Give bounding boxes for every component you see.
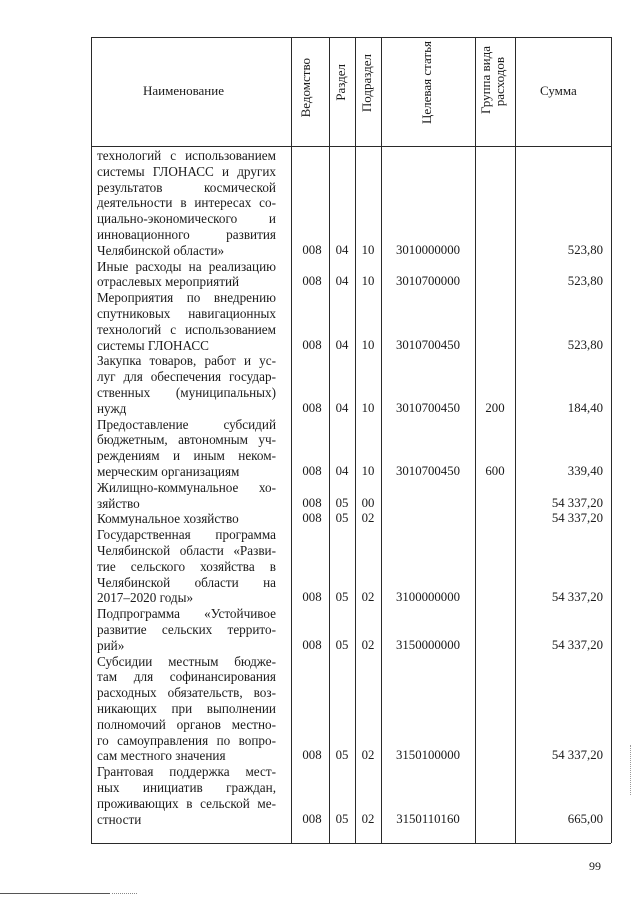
gruppa-cell: 600 [485,463,505,478]
row-name [97,654,276,765]
celevaya-statya-cell: 3150100000 [396,748,460,763]
column-border [91,37,92,843]
razdel-cell: 04 [335,400,349,415]
row-name [97,259,276,291]
gruppa-cell: 200 [485,400,505,415]
vedomstvo-cell: 008 [302,400,322,415]
row-name [97,606,276,653]
row-name-line: технологий с использованием [97,321,276,337]
row-name [97,417,276,480]
row-name-line: стности [97,811,142,827]
row-name-line: развитие сельских террито- [97,621,276,637]
row-name-line: деятельности в интересах со- [97,195,276,211]
row-name-line: Закупка товаров, работ и ус- [97,353,276,369]
razdel-cell: 05 [335,495,349,510]
row-name-line: Государственная программа [97,527,276,543]
summa-cell: 523,80 [567,242,603,257]
vedomstvo-cell: 008 [302,811,322,826]
row-name-line: Челябинской области «Разви- [97,542,276,558]
celevaya-statya-cell: 3010700450 [396,400,460,415]
podrazdel-cell: 00 [361,495,375,510]
row-name [97,764,276,827]
header-gruppa-line1: Группа вида [478,46,493,114]
podrazdel-cell: 02 [361,511,375,526]
row-name-line: 2017–2020 годы» [97,590,194,606]
row-name-line: Челябинской области на [97,574,276,590]
row-name-line: результатов космической [97,179,276,195]
summa-cell: 54 337,20 [551,748,603,763]
row-name-line: никающих при выполнении [97,700,276,716]
row-name-line: технологий с использованием [97,148,276,163]
row-name-line: циально-экономического и [97,211,276,227]
summa-cell: 54 337,20 [551,637,603,652]
row-name-line: расходных обязательств, воз- [97,685,276,701]
row-name-line: там для софинансирования [97,669,276,685]
page-number: 99 [589,859,601,873]
column-border [291,37,292,843]
summa-cell: 523,80 [567,337,603,352]
row-name-line: го самоуправления по вопро- [97,732,276,748]
row-name-line: Жилищно-коммунальное хо- [97,479,276,495]
column-border [515,37,516,843]
vedomstvo-cell: 008 [302,337,322,352]
footer-rule-dotted [112,893,137,894]
column-border [329,37,330,843]
vedomstvo-cell: 008 [302,748,322,763]
header-name: Наименование [143,83,224,98]
row-name-line: реждениям и иным неком- [97,448,276,464]
celevaya-statya-cell: 3010000000 [396,242,460,257]
razdel-cell: 05 [335,748,349,763]
row-name-line: мерческим организациям [97,463,240,479]
summa-cell: 184,40 [567,400,603,415]
row-name-line: Иные расходы на реализацию [97,258,276,274]
celevaya-statya-cell: 3010700450 [396,337,460,352]
vedomstvo-cell: 008 [302,495,322,510]
row-name [97,290,276,353]
row-name-line: Предоставление субсидий [97,416,276,432]
razdel-cell: 05 [335,511,349,526]
razdel-cell: 04 [335,463,349,478]
row-name [97,511,276,527]
podrazdel-cell: 10 [361,337,375,352]
vedomstvo-cell: 008 [302,242,322,257]
row-name [97,148,276,259]
podrazdel-cell: 10 [361,400,375,415]
row-name-line: инновационного развития [97,226,276,242]
row-name-line: спутниковых навигационных [97,305,276,321]
podrazdel-cell: 10 [361,274,375,289]
vedomstvo-cell: 008 [302,274,322,289]
podrazdel-cell: 02 [361,748,375,763]
header-summa: Сумма [540,83,577,98]
footer-rule [0,893,110,894]
row-name [97,480,276,512]
row-name-line: зяйство [97,495,140,511]
vedomstvo-cell: 008 [302,637,322,652]
row-name-line: полномочий органов местно- [97,716,276,732]
summa-cell: 523,80 [567,274,603,289]
table-top-border [91,37,611,38]
row-name [97,527,276,606]
header-podrazdel: Подраздел [359,54,374,113]
header-celevaya-statya: Целевая статья [419,41,434,125]
row-name-line: сам местного значения [97,748,226,764]
header-razdel: Раздел [333,64,348,101]
podrazdel-cell: 02 [361,590,375,605]
summa-cell: 54 337,20 [551,495,603,510]
row-name-line: Подпрограмма «Устойчивое [97,606,276,622]
header-bottom-border [91,146,611,147]
table-bottom-border [91,843,611,844]
razdel-cell: 04 [335,242,349,257]
row-name-line: тие сельского хозяйства в [97,558,276,574]
margin-mark [630,745,631,795]
header-gruppa-line2: расходов [492,57,507,107]
row-name-line: Мероприятия по внедрению [97,290,276,306]
razdel-cell: 05 [335,811,349,826]
row-name-line: Коммунальное хозяйство [97,511,239,527]
column-border [611,37,612,843]
column-border [475,37,476,843]
vedomstvo-cell: 008 [302,463,322,478]
row-name-line: Челябинской области» [97,242,225,258]
row-name [97,353,276,416]
vedomstvo-cell: 008 [302,511,322,526]
row-name-line: системы ГЛОНАСС и других [97,163,276,179]
summa-cell: 665,00 [567,811,603,826]
razdel-cell: 05 [335,637,349,652]
column-border [355,37,356,843]
header-vedomstvo: Ведомство [298,58,313,118]
razdel-cell: 04 [335,337,349,352]
podrazdel-cell: 02 [361,811,375,826]
row-name-line: рий» [97,637,125,653]
razdel-cell: 05 [335,590,349,605]
column-border [381,37,382,843]
celevaya-statya-cell: 3100000000 [396,590,460,605]
row-name-line: отраслевых мероприятий [97,274,240,290]
podrazdel-cell: 10 [361,463,375,478]
row-name-line: Грантовая поддержка мест- [97,764,276,780]
summa-cell: 339,40 [567,463,603,478]
row-name-line: ных инициатив граждан, [97,779,276,795]
celevaya-statya-cell: 3010700000 [396,274,460,289]
row-name-line: Субсидии местным бюдже- [97,653,276,669]
celevaya-statya-cell: 3150110160 [396,811,460,826]
row-name-line: ственных (муниципальных) [97,384,276,400]
razdel-cell: 04 [335,274,349,289]
summa-cell: 54 337,20 [551,511,603,526]
podrazdel-cell: 10 [361,242,375,257]
celevaya-statya-cell: 3150000000 [396,637,460,652]
summa-cell: 54 337,20 [551,590,603,605]
row-name-line: нужд [97,400,127,416]
row-name-line: системы ГЛОНАСС [97,337,209,353]
row-name-line: бюджетным, автономным уч- [97,432,276,448]
celevaya-statya-cell: 3010700450 [396,463,460,478]
row-name-line: проживающих в сельской ме- [97,795,276,811]
row-name-line: луг для обеспечения государ- [97,369,276,385]
podrazdel-cell: 02 [361,637,375,652]
vedomstvo-cell: 008 [302,590,322,605]
